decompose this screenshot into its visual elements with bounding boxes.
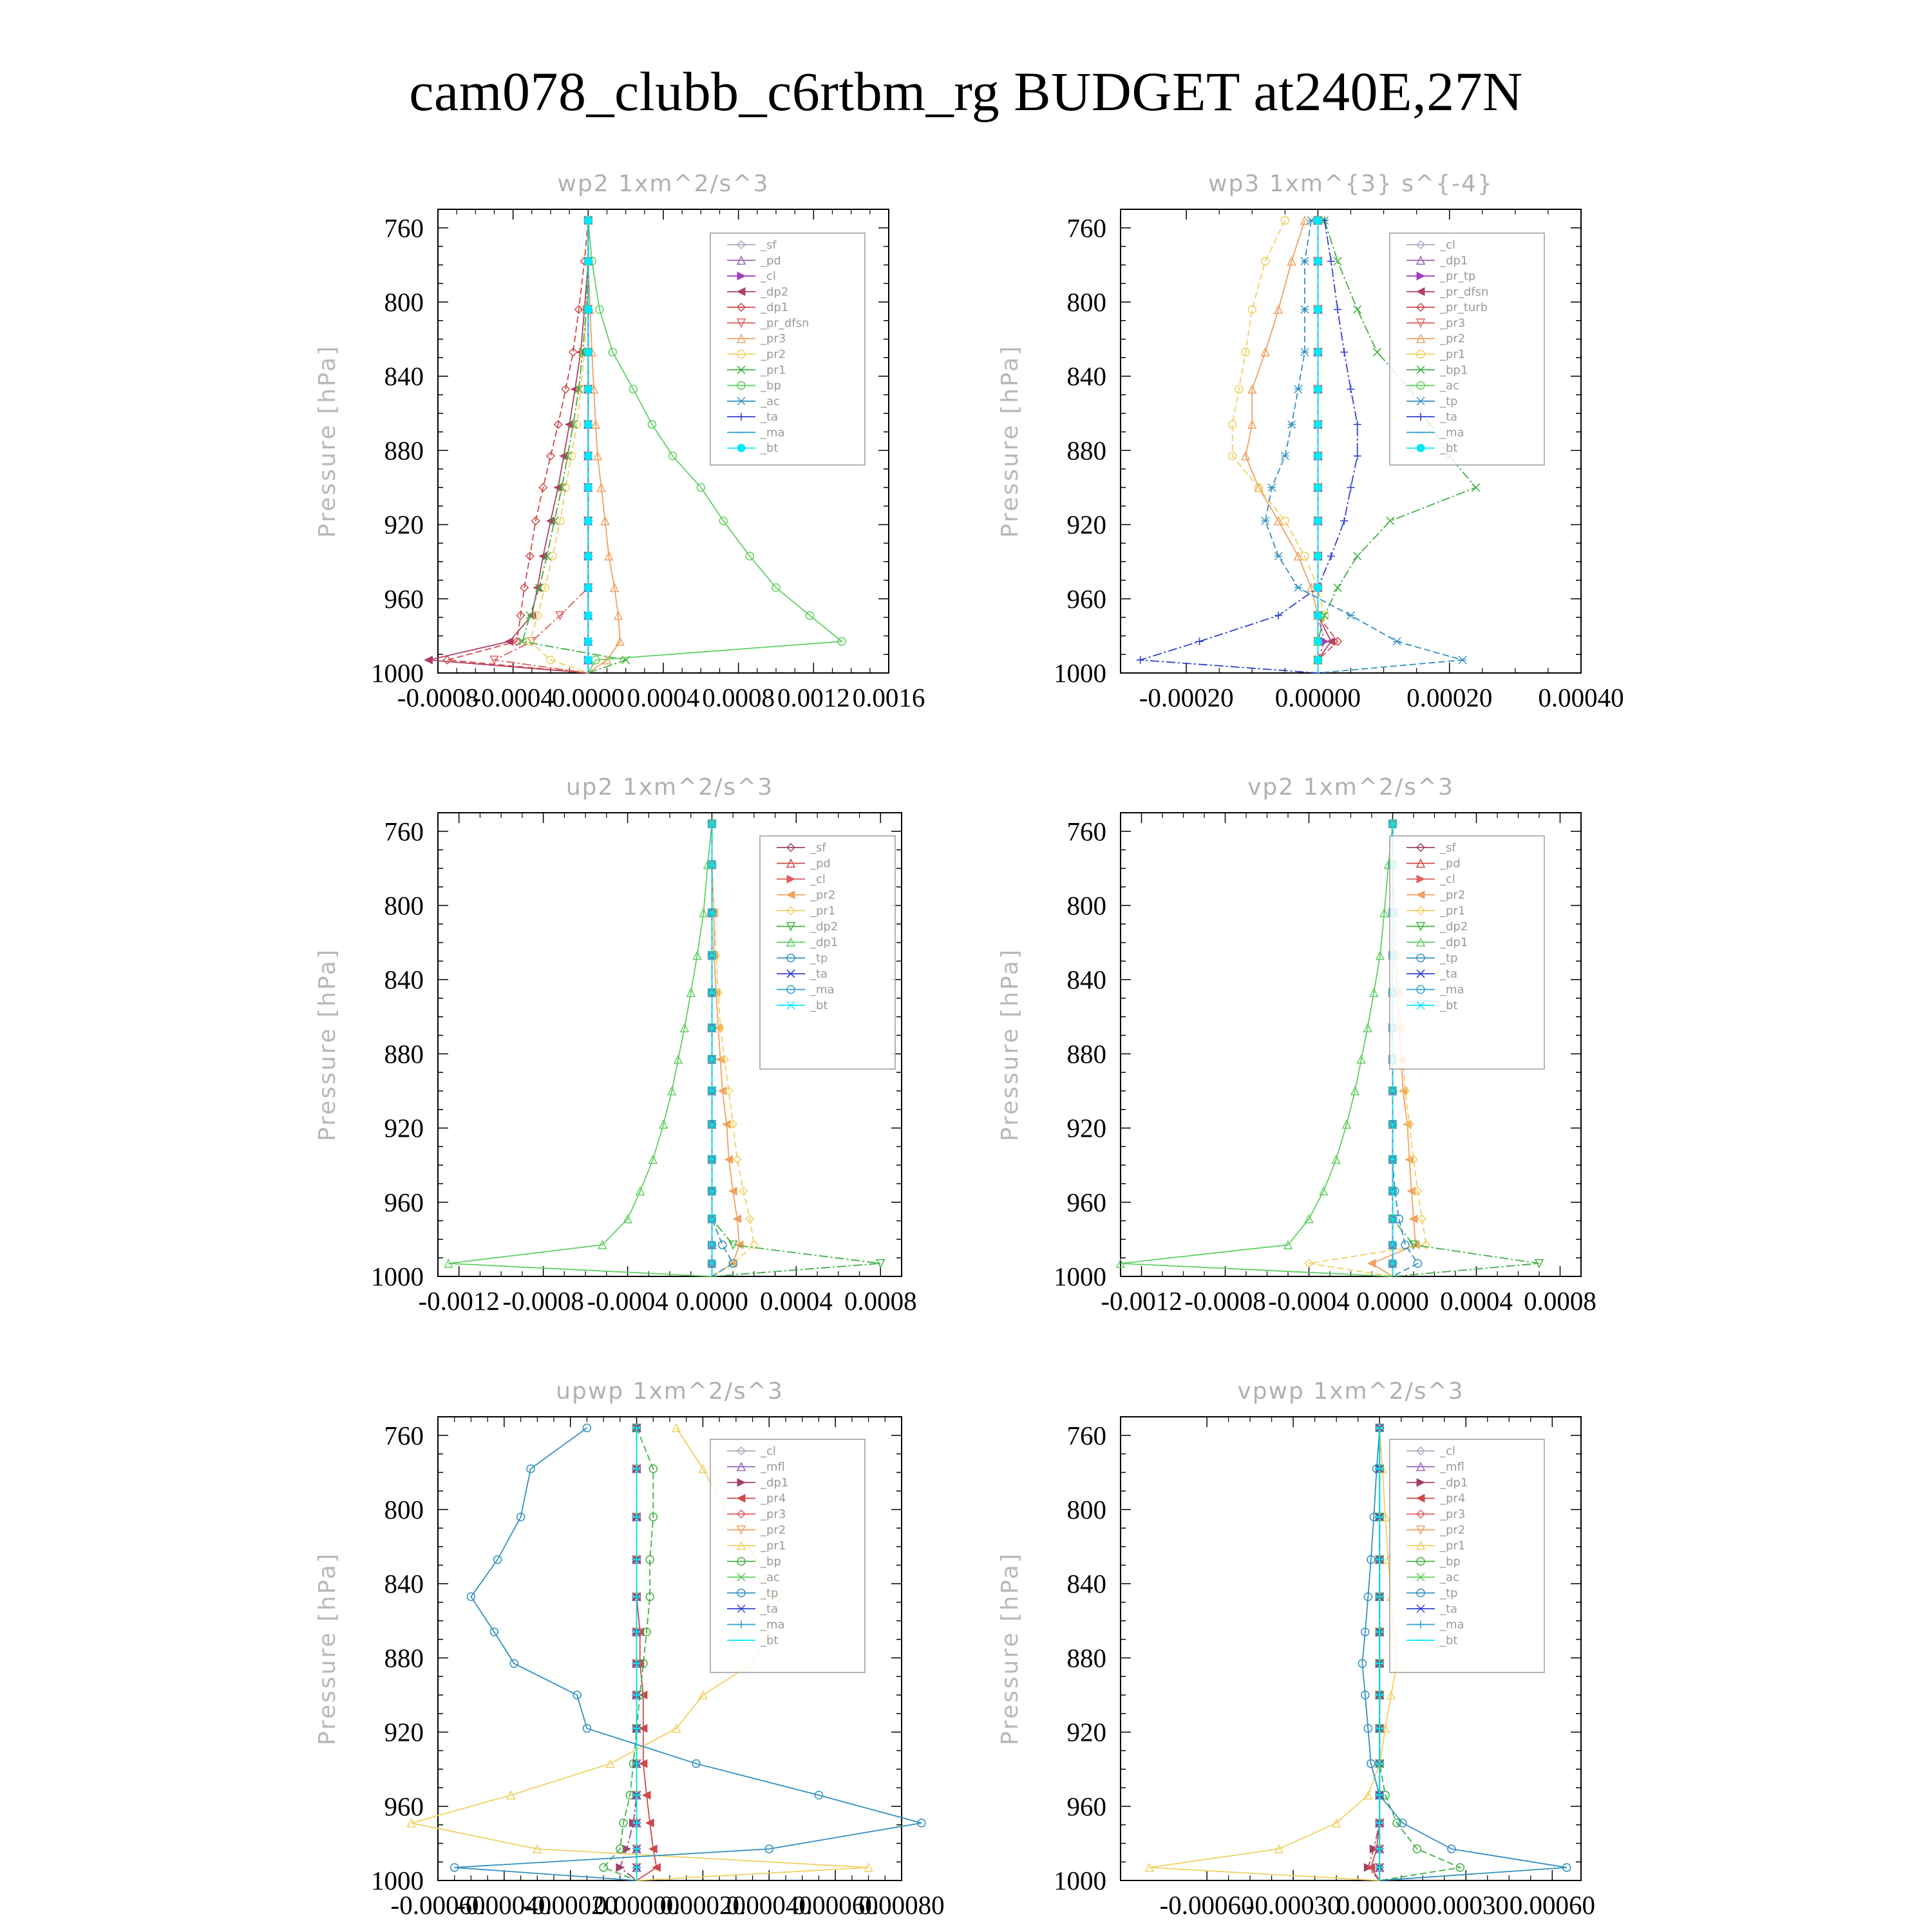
y-tick-label: 920: [384, 1717, 424, 1747]
y-tick-label: 920: [1066, 1717, 1106, 1747]
legend-entry: _pr1: [761, 1539, 786, 1553]
data-point: [584, 306, 592, 314]
data-point: [1314, 656, 1321, 664]
series-pr-dfsn: [491, 216, 592, 673]
data-point: [1334, 306, 1341, 314]
data-point: [584, 258, 592, 265]
data-point: [1354, 553, 1361, 560]
data-point: [600, 1864, 607, 1871]
data-point: [584, 656, 592, 664]
series-line: [1318, 220, 1324, 673]
y-axis-label: Pressure [hPa]: [997, 344, 1023, 538]
legend-entry: _ma: [810, 983, 835, 997]
legend-entry: _pr_turb: [1440, 301, 1488, 315]
x-tick-label: 0.00020: [1406, 683, 1493, 712]
y-tick-label: 760: [384, 213, 424, 243]
series-line: [522, 220, 625, 673]
legend-entry: _pd: [761, 254, 781, 268]
x-tick-label: 0.0000: [676, 1286, 748, 1316]
legend-entry: _ta: [1440, 410, 1458, 424]
x-tick-label: -0.0012: [418, 1286, 500, 1316]
legend-entry: _mfl: [761, 1460, 785, 1474]
data-point: [1314, 385, 1321, 393]
x-tick-label: -0.0008: [397, 683, 479, 712]
series-pr2: [526, 216, 592, 673]
data-point: [1340, 517, 1348, 525]
y-tick-label: 760: [1066, 213, 1106, 243]
legend-entry: _ma: [761, 426, 785, 440]
data-point: [1314, 553, 1321, 560]
data-point: [1401, 1241, 1409, 1249]
legend-entry: _bp: [1440, 1555, 1461, 1569]
legend-entry: _ta: [810, 967, 828, 981]
y-tick-label: 840: [384, 1569, 424, 1599]
y-tick-label: 1000: [1054, 1262, 1106, 1291]
legend-entry: _ta: [1440, 1602, 1458, 1616]
y-axis-label: Pressure [hPa]: [314, 1551, 341, 1746]
legend-entry: _cl: [761, 269, 776, 283]
legend-entry: _pr1: [1440, 348, 1466, 361]
legend-entry: _ac: [1440, 1571, 1459, 1584]
data-point: [1314, 517, 1321, 525]
chart-panel-5: [314, 1378, 945, 1920]
figure-title: cam078_clubb_c6rtbm_rg BUDGET at240E,27N: [409, 61, 1523, 122]
y-tick-label: 880: [384, 435, 424, 466]
y-tick-label: 960: [384, 1791, 424, 1821]
data-point: [1340, 348, 1348, 356]
data-point: [1196, 638, 1204, 645]
legend-entry: _pd: [1440, 857, 1461, 871]
y-tick-label: 1000: [371, 1262, 424, 1291]
data-point: [1274, 612, 1282, 620]
legend-entry: _pr2: [1440, 1523, 1466, 1537]
data-point: [584, 421, 592, 428]
data-point: [584, 612, 592, 620]
panel-title: wp3 1xm^{3} s^{-4}: [1208, 171, 1493, 197]
legend: [1390, 836, 1544, 1069]
series-dp1: [444, 820, 715, 1276]
legend-entry: _ma: [1440, 983, 1464, 997]
legend-entry: _ma: [761, 1618, 785, 1632]
legend-entry: _tp: [810, 951, 828, 965]
series-line: [712, 824, 753, 1276]
data-point: [584, 452, 592, 460]
series-pr-tp: [1314, 216, 1328, 673]
x-tick-label: 0.00040: [1538, 683, 1624, 712]
y-tick-label: 760: [1066, 816, 1106, 846]
legend-entry: _bt: [761, 1634, 779, 1647]
legend-entry: _ac: [761, 394, 780, 408]
legend-entry: _tp: [761, 1586, 779, 1600]
legend-entry: _dp2: [1440, 920, 1468, 934]
x-tick-label: 0.0008: [844, 1286, 917, 1316]
x-tick-label: -0.00020: [1139, 683, 1234, 712]
legend-entry: _bt: [761, 441, 779, 455]
x-tick-label: 0.0000: [1356, 1286, 1429, 1316]
y-tick-label: 920: [384, 509, 424, 540]
panel-title: wp2 1xm^2/s^3: [557, 171, 770, 197]
x-tick-label: 0.00020: [659, 1890, 746, 1920]
y-tick-label: 760: [384, 1420, 424, 1450]
legend: [710, 1439, 865, 1672]
legend-entry: _pr2: [1440, 332, 1466, 346]
legend-entry: _mfl: [1440, 1460, 1464, 1474]
y-tick-label: 760: [384, 816, 424, 846]
y-axis-label: Pressure [hPa]: [997, 947, 1023, 1142]
data-point: [584, 553, 592, 560]
data-point: [1314, 421, 1321, 428]
series-ta: [1137, 216, 1361, 673]
y-axis-label: Pressure [hPa]: [314, 344, 341, 538]
series-bt: [1376, 1428, 1383, 1880]
series-line: [588, 220, 620, 673]
y-tick-label: 920: [384, 1113, 424, 1143]
chart-panel-2: [997, 171, 1624, 712]
x-tick-label: 0.00040: [726, 1890, 812, 1920]
y-tick-label: 960: [1066, 1187, 1106, 1217]
data-point: [424, 656, 432, 664]
x-tick-label: 0.0000: [551, 683, 625, 712]
legend-entry: _dp1: [761, 1476, 789, 1490]
y-tick-label: 960: [1066, 583, 1106, 614]
legend-entry: _bt: [1440, 1634, 1458, 1647]
legend-entry: _sf: [810, 841, 826, 855]
series-line: [495, 220, 589, 673]
x-tick-label: 0.0008: [702, 683, 775, 712]
x-tick-label: -0.00030: [1245, 1890, 1341, 1920]
x-tick-label: -0.0004: [587, 1286, 668, 1316]
legend-entry: _dp2: [761, 285, 789, 299]
series-line: [1233, 220, 1325, 673]
legend-entry: _sf: [761, 238, 777, 252]
panel-title: vp2 1xm^2/s^3: [1247, 774, 1454, 800]
legend-entry: _tp: [1440, 394, 1458, 408]
y-tick-label: 800: [384, 891, 424, 920]
legend-entry: _pr3: [1440, 1508, 1466, 1521]
legend-entry: _pr3: [761, 1508, 786, 1521]
legend-entry: _bp: [761, 379, 781, 393]
series-line: [448, 220, 589, 673]
y-tick-label: 1000: [1054, 658, 1106, 688]
y-tick-label: 880: [1066, 1643, 1106, 1673]
series-pr-dfsn: [1314, 216, 1334, 673]
x-tick-label: -0.0012: [1101, 1286, 1182, 1316]
y-tick-label: 1000: [371, 1866, 424, 1895]
chart-panel-6: [997, 1378, 1595, 1920]
panel-title: upwp 1xm^2/s^3: [556, 1378, 784, 1405]
legend-entry: _bt: [1440, 999, 1458, 1012]
data-point: [584, 484, 592, 491]
x-tick-label: -0.00060: [1159, 1890, 1255, 1920]
data-point: [1314, 348, 1321, 356]
legend-entry: _pr2: [761, 1523, 786, 1537]
data-point: [1314, 306, 1321, 314]
series-line: [1245, 220, 1318, 673]
y-tick-label: 840: [1066, 965, 1106, 995]
series-dp1: [1364, 1424, 1383, 1880]
x-tick-label: 0.0012: [777, 683, 850, 712]
data-point: [584, 638, 592, 645]
legend-entry: _dp2: [810, 920, 838, 934]
data-point: [584, 348, 592, 356]
data-point: [1327, 553, 1335, 560]
panel-title: up2 1xm^2/s^3: [565, 774, 774, 800]
legend-marker: [1417, 444, 1425, 452]
series-line: [620, 1428, 637, 1880]
legend-entry: _ac: [761, 1571, 780, 1584]
data-point: [1327, 258, 1335, 265]
data-point: [1262, 258, 1269, 265]
data-point: [1459, 656, 1466, 664]
data-point: [1354, 421, 1361, 428]
y-tick-label: 960: [384, 1187, 424, 1217]
data-point: [1137, 656, 1144, 664]
legend-entry: _pr1: [761, 363, 786, 377]
legend-entry: _pr4: [1440, 1492, 1466, 1506]
y-tick-label: 920: [1066, 1113, 1106, 1143]
legend-entry: _bt: [1440, 441, 1458, 455]
y-tick-label: 880: [1066, 1039, 1106, 1069]
y-tick-label: 880: [384, 1643, 424, 1673]
x-tick-label: 0.00000: [593, 1890, 680, 1920]
series-line: [428, 220, 588, 673]
y-tick-label: 840: [1066, 361, 1106, 392]
data-point: [1274, 553, 1282, 560]
legend-entry: _dp1: [1440, 254, 1468, 268]
series-bt: [633, 1428, 641, 1880]
legend-entry: _ta: [761, 1602, 779, 1616]
data-point: [1472, 484, 1480, 491]
data-point: [584, 216, 592, 224]
series-pr1: [708, 820, 757, 1276]
chart-panel-1: [314, 171, 925, 712]
x-tick-label: 0.00060: [1509, 1890, 1595, 1920]
x-tick-label: -0.0004: [472, 683, 554, 712]
data-point: [719, 1241, 726, 1249]
legend-entry: _dp1: [1440, 1476, 1468, 1490]
panel-title: vpwp 1xm^2/s^3: [1237, 1378, 1464, 1405]
legend-entry: _cl: [761, 1444, 776, 1458]
data-point: [1347, 385, 1355, 393]
series-pr3: [584, 216, 624, 673]
data-point: [547, 452, 554, 460]
data-point: [1314, 484, 1321, 491]
y-tick-label: 800: [1066, 891, 1106, 920]
data-point: [444, 656, 451, 664]
series-pr2: [1242, 216, 1321, 673]
legend-entry: _pr2: [1440, 888, 1466, 902]
series-line: [1150, 1428, 1397, 1880]
x-tick-label: 0.00000: [1274, 683, 1361, 712]
data-point: [1354, 452, 1361, 460]
x-tick-label: 0.00000: [1336, 1890, 1423, 1920]
x-tick-label: -0.0008: [1184, 1286, 1266, 1316]
legend-entry: _bp1: [1440, 363, 1468, 377]
x-tick-label: 0.0008: [1524, 1286, 1596, 1316]
y-tick-label: 1000: [1054, 1866, 1106, 1895]
x-tick-label: 0.0004: [627, 683, 700, 712]
legend-entry: _ta: [1440, 967, 1458, 981]
y-tick-label: 960: [1066, 1791, 1106, 1821]
data-point: [1347, 612, 1355, 620]
data-point: [1347, 484, 1355, 491]
legend-entry: _dp1: [761, 301, 789, 315]
x-tick-label: -0.00040: [457, 1890, 552, 1920]
x-tick-label: 0.00080: [858, 1890, 945, 1920]
y-tick-label: 800: [1066, 1495, 1106, 1524]
data-point: [584, 584, 592, 592]
data-point: [1314, 452, 1321, 460]
series-line: [1121, 824, 1393, 1276]
y-tick-label: 800: [384, 1495, 424, 1524]
x-tick-label: -0.00020: [523, 1890, 618, 1920]
legend-entry: _ma: [1440, 426, 1464, 440]
series-line: [1368, 1428, 1379, 1880]
legend-entry: _pr_tp: [1440, 269, 1476, 283]
legend-entry: _sf: [1440, 841, 1456, 855]
legend: [1390, 233, 1544, 465]
legend: [710, 233, 865, 465]
y-tick-label: 920: [1066, 509, 1106, 540]
y-axis-label: Pressure [hPa]: [314, 947, 341, 1142]
legend-entry: _pr2: [761, 348, 786, 361]
x-tick-label: -0.0004: [1268, 1286, 1350, 1316]
legend-entry: _bt: [810, 999, 828, 1012]
x-tick-label: 0.0004: [759, 1286, 833, 1316]
series-dp1: [1117, 820, 1397, 1276]
legend-entry: _pr_dfsn: [1440, 285, 1489, 299]
data-point: [1393, 638, 1401, 645]
y-tick-label: 880: [384, 1039, 424, 1069]
series-pr1: [1229, 216, 1329, 673]
data-point: [1354, 306, 1361, 314]
legend-entry: _pr_dfsn: [761, 316, 810, 330]
data-point: [1368, 1260, 1376, 1267]
legend-entry: _cl: [1440, 873, 1455, 886]
legend-entry: _dp1: [1440, 936, 1468, 949]
data-point: [1314, 612, 1321, 620]
legend-entry: _pr3: [761, 332, 786, 346]
series-line: [603, 1428, 653, 1880]
data-point: [1387, 517, 1394, 525]
data-point: [1314, 638, 1321, 645]
data-point: [1314, 584, 1321, 592]
legend-entry: _pr1: [1440, 1539, 1466, 1553]
data-point: [1281, 517, 1289, 525]
data-point: [1334, 258, 1341, 265]
chart-panel-3: [314, 774, 917, 1316]
y-tick-label: 760: [1066, 1420, 1106, 1450]
y-tick-label: 840: [1066, 1569, 1106, 1599]
x-tick-label: 0.0004: [1440, 1286, 1513, 1316]
data-point: [1294, 584, 1302, 592]
legend-entry: _bp: [761, 1555, 781, 1569]
data-point: [1367, 1864, 1375, 1871]
x-tick-label: -0.0008: [502, 1286, 584, 1316]
data-point: [616, 1864, 624, 1871]
legend-entry: _pd: [810, 857, 831, 871]
series-line: [530, 220, 588, 673]
legend-entry: _tp: [1440, 951, 1458, 965]
chart-panel-4: [997, 774, 1596, 1316]
data-point: [584, 517, 592, 525]
legend-marker: [737, 444, 745, 452]
series-pr1: [1146, 1424, 1401, 1880]
legend-entry: _ta: [761, 410, 779, 424]
y-tick-label: 800: [384, 287, 424, 317]
legend-entry: _pr1: [810, 904, 836, 918]
data-point: [1314, 216, 1321, 224]
legend: [1390, 1439, 1544, 1672]
legend-entry: _cl: [810, 873, 826, 886]
legend-entry: _pr2: [810, 888, 836, 902]
legend: [760, 836, 895, 1069]
y-tick-label: 840: [384, 965, 424, 995]
y-axis-label: Pressure [hPa]: [997, 1551, 1023, 1746]
legend-entry: _pr4: [761, 1492, 786, 1506]
x-tick-label: -0.00060: [390, 1890, 486, 1920]
series-line: [712, 824, 739, 1276]
legend-entry: _cl: [1440, 238, 1455, 252]
series-pr1: [518, 216, 629, 673]
y-tick-label: 840: [384, 361, 424, 392]
legend-entry: _cl: [1440, 1444, 1455, 1458]
x-tick-label: 0.0016: [852, 683, 925, 712]
legend-entry: _ac: [1440, 379, 1459, 393]
y-tick-label: 960: [384, 583, 424, 614]
data-point: [1373, 348, 1381, 356]
legend-entry: _tp: [1440, 1586, 1458, 1600]
data-point: [584, 385, 592, 393]
y-tick-label: 1000: [371, 658, 424, 688]
series-pr2: [708, 820, 743, 1276]
legend-entry: _pr1: [1440, 904, 1466, 918]
legend-entry: _dp1: [810, 936, 838, 949]
y-tick-label: 880: [1066, 435, 1106, 466]
y-tick-label: 800: [1066, 287, 1106, 317]
x-tick-label: 0.00060: [792, 1890, 878, 1920]
series-line: [448, 824, 712, 1276]
legend-entry: _ma: [1440, 1618, 1464, 1632]
series-line: [712, 824, 733, 1276]
data-point: [1314, 258, 1321, 265]
series-dp2: [424, 216, 592, 673]
series-line: [1141, 220, 1358, 673]
legend-entry: _pr3: [1440, 316, 1466, 330]
x-tick-label: 0.00030: [1423, 1890, 1509, 1920]
data-point: [1334, 584, 1341, 592]
